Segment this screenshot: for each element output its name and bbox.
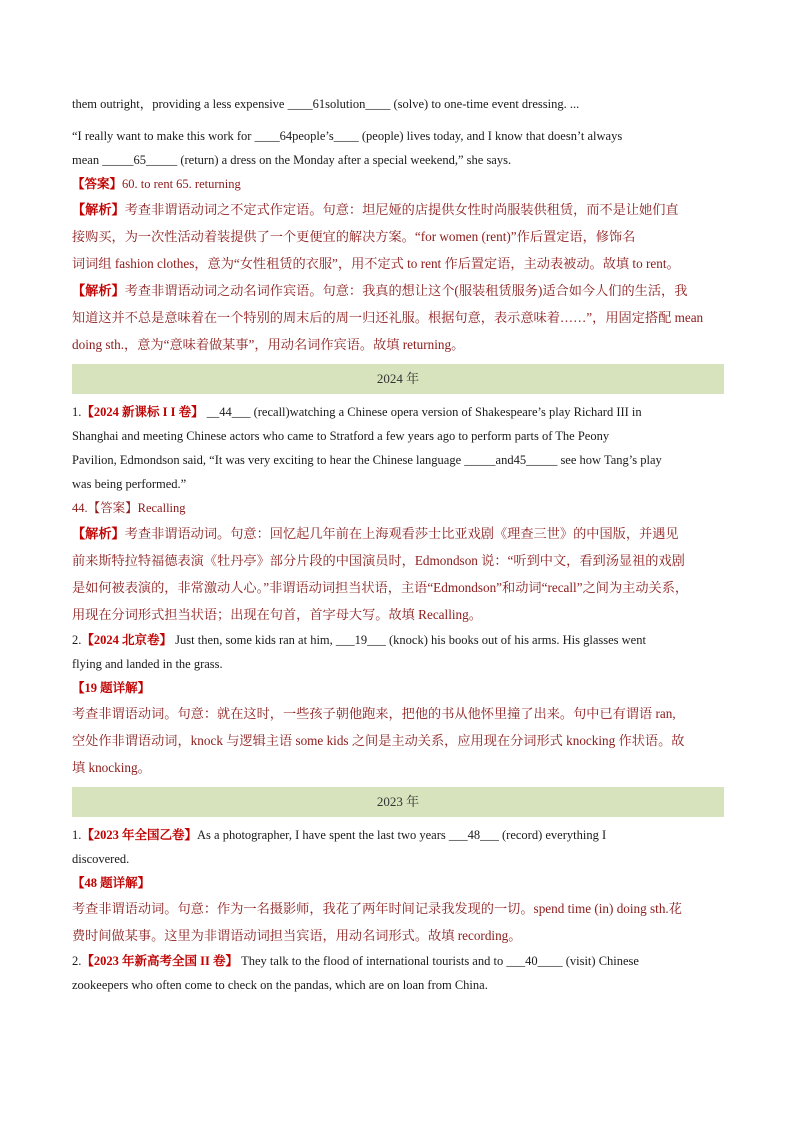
analysis-line [72,520,724,547]
analysis-tag: 【解析】 [72,526,125,541]
question-text: They talk to the flood of international tourists and to ___40____ (visit) Chinese [237,954,639,968]
question-line: Pavilion, Edmondson said, “It was very exciting to hear the Chinese language _____and45_____ see how Tang’s play [72,453,662,467]
analysis-line: 用现在分词形式担当状语；出现在句首，首字母大写。故填 Recalling。 [72,607,482,622]
analysis-line: 知道这并不总是意味着在一个特别的周末后的周一归还礼服。根据句意，表示意味着……”，用固定搭配 mean [72,310,704,325]
question-source-tag: 【2024 新课标 I I 卷】 [81,405,204,419]
question-text: __44___ (recall)watching a Chinese opera version of Shakespeare’s play Richard III in [203,405,642,419]
question-line [72,400,724,424]
analysis-line: 填 knocking。 [72,760,151,775]
analysis-line: 考查非谓语动词。句意：作为一名摄影师，我花了两年时间记录我发现的一切。spend time (in) doing sth.花 [72,901,682,916]
analysis-tag: 【解析】 [72,283,125,298]
question-number: 2. [72,954,82,968]
answer-line [72,172,724,196]
question-text: Just then, some kids ran at him, ___19___ (knock) his books out of his arms. His glasses went [172,633,646,647]
text-line: them outright，providing a less expensive ____61solution____ (solve) to one-time event dressing. ... [72,97,580,111]
year-header-2023: 2023 年 [72,787,724,817]
analysis-line: 是如何被表演的，非常激动人心。”非谓语动词担当状语，主语“Edmondson”和动词“recall”之间为主动关系， [72,580,689,595]
answer-line: 44.【答案】Recalling [72,501,186,515]
analysis-line [72,196,724,223]
question-source-tag: 【2024 北京卷】 [81,633,173,647]
question-line: Shanghai and meeting Chinese actors who came to Stratford a few years ago to perform parts of The Peony [72,429,610,443]
analysis-line: 考查非谓语动词。句意：就在这时，一些孩子朝他跑来，把他的书从他怀里撞了出来。句中已有谓语 ran, [72,706,676,721]
analysis-line: 接购买，为一次性活动着装提供了一个更便宜的解决方案。“for women (rent)”作后置定语，修饰名 [72,229,636,244]
question-line: flying and landed in the grass. [72,657,223,671]
year-header-2024: 2024 年 [72,364,724,394]
analysis-line: 前来斯特拉特福德表演《牡丹亭》部分片段的中国演员时，Edmondson 说：“听到中文，看到汤显祖的戏剧 [72,553,685,568]
analysis-text: 考查非谓语动词之不定式作定语。句意：坦尼娅的店提供女性时尚服装供租赁，而不是让她们直 [124,202,679,217]
question-line [72,949,724,973]
analysis-line: doing sth.，意为“意味着做某事”，用动名词作宾语。故填 returning。 [72,337,465,352]
text-line: “I really want to make this work for ____64people’s____ (people) lives today, and I know that doesn’t always [72,129,623,143]
question-source-tag: 【2023 年新高考全国 II 卷】 [81,954,238,968]
analysis-line: 费时间做某事。这里为非谓语动词担当宾语，用动名词形式。故填 recording。 [72,928,522,943]
question-number: 1. [72,405,82,419]
question-line: was being performed.” [72,477,187,491]
text-line: mean _____65_____ (return) a dress on the Monday after a special weekend,” she says. [72,153,512,167]
detail-tag: 【48 题详解】 [72,876,151,890]
question-line [72,628,724,652]
document-page [72,92,724,997]
question-line: discovered. [72,852,130,866]
analysis-text: 考查非谓语动词。句意：回忆起几年前在上海观看莎士比亚戏剧《理查三世》的中国版，并遇见 [124,526,679,541]
question-number: 2. [72,633,82,647]
analysis-line [72,277,724,304]
analysis-tag: 【解析】 [72,202,125,217]
question-text: As a photographer, I have spent the last two years ___48___ (record) everything I [197,828,607,842]
question-number: 1. [72,828,82,842]
question-source-tag: 【2023 年全国乙卷】 [81,828,198,842]
analysis-text: 考查非谓语动词之动名词作宾语。句意：我真的想让这个(服装租赁服务)适合如今人们的生活，我 [124,283,688,298]
answer-text: 60. to rent 65. returning [122,177,241,191]
question-line [72,823,724,847]
analysis-line: 词词组 fashion clothes，意为“女性租赁的衣服”，用不定式 to rent 作后置定语，主动表被动。故填 to rent。 [72,256,680,271]
answer-tag: 【答案】 [72,177,123,191]
question-line: zookeepers who often come to check on the pandas, which are on loan from China. [72,978,488,992]
analysis-line: 空处作非谓语动词，knock 与逻辑主语 some kids 之间是主动关系，应用现在分词形式 knocking 作状语。故 [72,733,685,748]
detail-tag: 【19 题详解】 [72,681,151,695]
